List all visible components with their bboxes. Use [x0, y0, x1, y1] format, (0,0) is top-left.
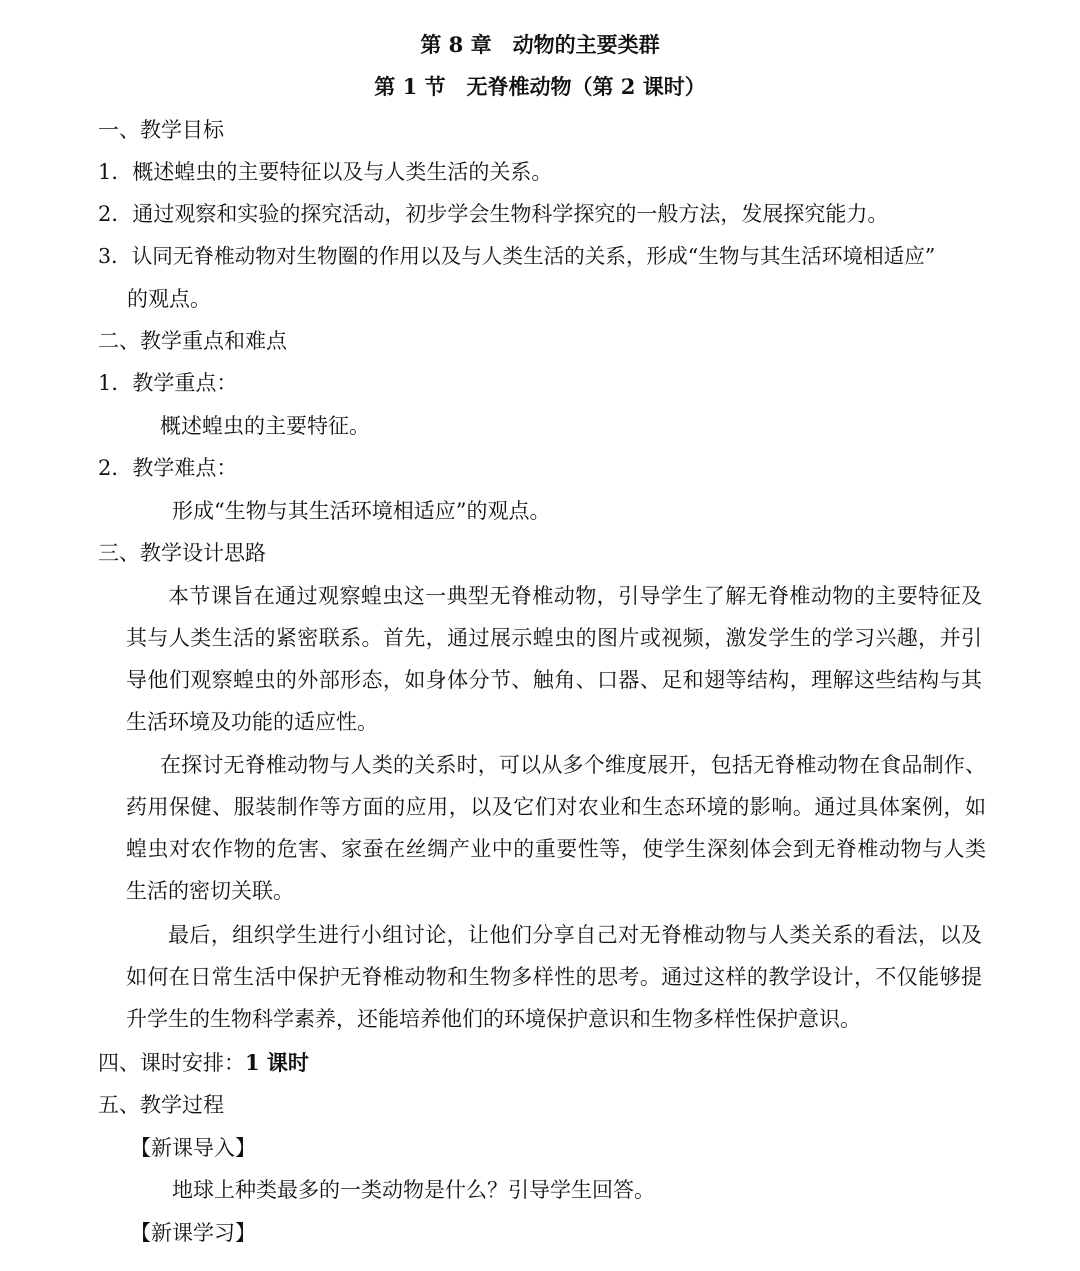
chapter-title: 第 8 章 动物的主要类群 [420, 32, 660, 57]
section-title: 第 1 节 无脊椎动物（第 2 课时） [374, 74, 706, 99]
process-heading: 五、教学过程 [98, 1093, 224, 1117]
new-lesson-learning-label: 【新课学习】 [130, 1221, 256, 1245]
new-lesson-intro-label: 【新课导入】 [130, 1136, 256, 1160]
schedule-heading-prefix: 四、课时安排： [98, 1051, 245, 1075]
objective-item-3-cont: 的观点。 [127, 287, 211, 311]
design-paragraph-3: 最后，组织学生进行小组讨论，让他们分享自己对无脊椎动物与人类关系的看法，以及如何在日常生活中保护无脊椎动物和生物多样性的思考。通过这样的教学设计，不仅能够提升学生的生物科学素养，还能培养他们的环境保护意识和生物多样性保护意识。 [126, 923, 982, 1031]
design-paragraph-2: 在探讨无脊椎动物与人类的关系时，可以从多个维度展开，包括无脊椎动物在食品制作、药用保健、服装制作等方面的应用，以及它们对农业和生态环境的影响。通过具体案例，如蝗虫对农作物的危害、家蚕在丝绸产业中的重要性等，使学生深刻体会到无脊椎动物与人类生活的密切关联。 [126, 753, 986, 903]
design-heading: 三、教学设计思路 [98, 541, 266, 565]
difficult-point-label: 2．教学难点： [98, 456, 238, 480]
key-point-label: 1．教学重点： [98, 371, 238, 395]
difficult-point-text: 形成“生物与其生活环境相适应”的观点。 [172, 499, 551, 523]
objectives-heading: 一、教学目标 [98, 118, 224, 142]
schedule-heading-value: 1 课时 [245, 1050, 309, 1075]
objective-item-3: 3．认同无脊椎动物对生物圈的作用以及与人类生活的关系，形成“生物与其生活环境相适应” [98, 244, 936, 268]
objective-item-1: 1．概述蝗虫的主要特征以及与人类生活的关系。 [98, 160, 553, 184]
key-point-text: 概述蝗虫的主要特征。 [160, 414, 370, 438]
focus-heading: 二、教学重点和难点 [98, 329, 287, 353]
objective-item-2: 2．通过观察和实验的探究活动，初步学会生物科学探究的一般方法，发展探究能力。 [98, 202, 889, 226]
schedule-heading [98, 1049, 309, 1077]
new-lesson-intro-text: 地球上种类最多的一类动物是什么？引导学生回答。 [172, 1178, 655, 1202]
design-paragraph-1: 本节课旨在通过观察蝗虫这一典型无脊椎动物，引导学生了解无脊椎动物的主要特征及其与人类生活的紧密联系。首先，通过展示蝗虫的图片或视频，激发学生的学习兴趣，并引导他们观察蝗虫的外部形态，如身体分节、触角、口器、足和翅等结构，理解这些结构与其生活环境及功能的适应性。 [126, 584, 982, 734]
